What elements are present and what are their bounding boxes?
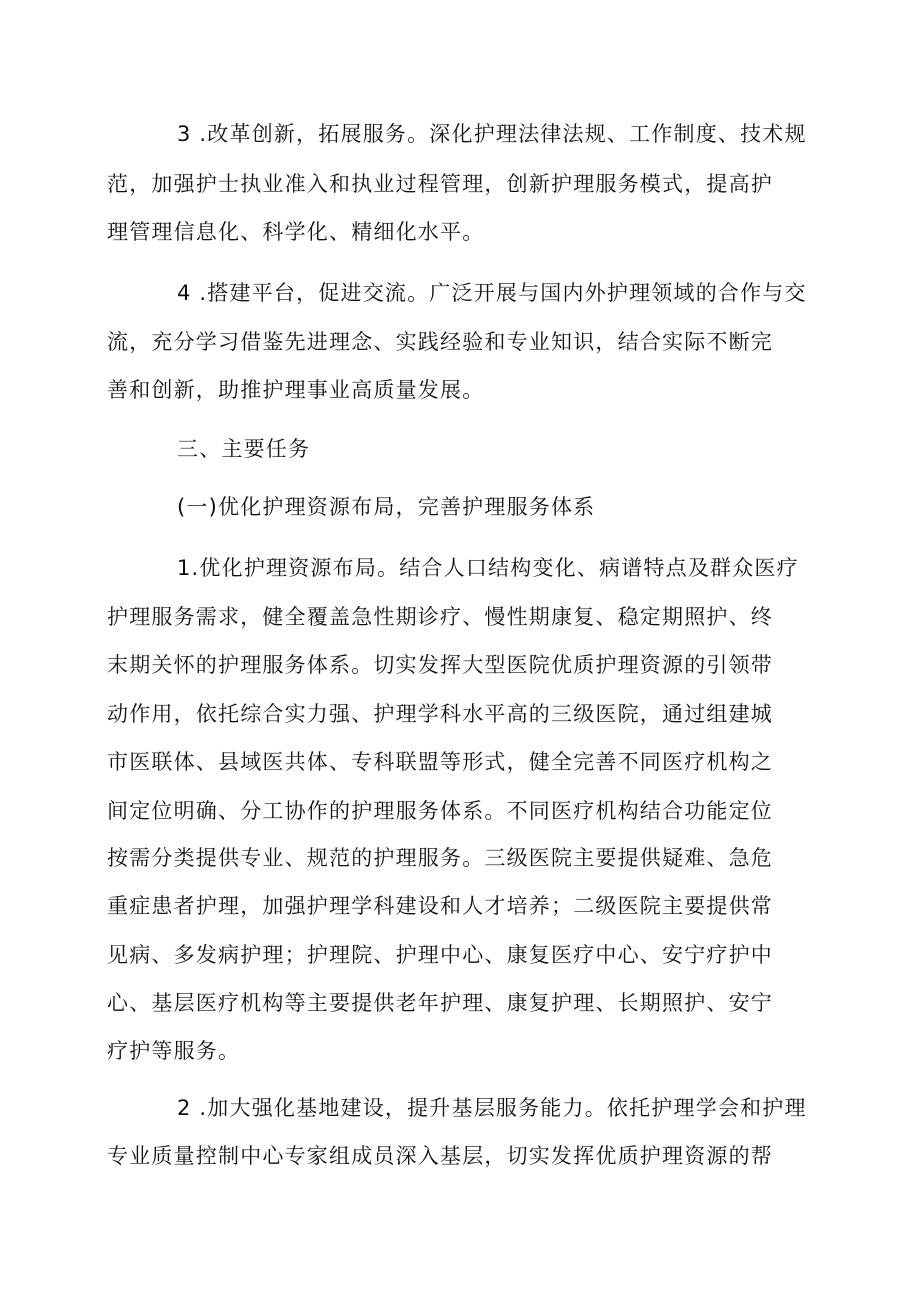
text-line: 按需分类提供专业、规范的护理服务。三级医院主要提供疑难、急危 [107,846,773,870]
text-line: 范，加强护士执业准入和执业过程管理，创新护理服务模式，提高护 [107,172,773,196]
text-line: 流，充分学习借鉴先进理念、实践经验和专业知识，结合实际不断完 [107,330,773,354]
subsection-heading: (一)优化护理资源布局，完善护理服务体系 [177,495,596,519]
text-line: 末期关怀的护理服务体系。切实发挥大型医院优质护理资源的引领带 [107,653,773,677]
text-line: 重症患者护理，加强护理学科建设和人才培养；二级医院主要提供常 [107,894,773,918]
text-line: 2 .加大强化基地建设，提升基层服务能力。依托护理学会和护理 [177,1096,807,1120]
text-line: 1.优化护理资源布局。结合人口结构变化、病谱特点及群众医疗 [177,556,799,580]
text-line: 疗护等服务。 [107,1039,241,1063]
text-line: 动作用，依托综合实力强、护理学科水平高的三级医院，通过组建城 [107,702,773,726]
section-heading: 三、主要任务 [177,437,311,461]
text-line: 市医联体、县域医共体、专科联盟等形式，健全完善不同医疗机构之 [107,750,773,774]
text-line: 护理服务需求，健全覆盖急性期诊疗、慢性期康复、稳定期照护、终 [107,605,773,629]
text-line: 见病、多发病护理；护理院、护理中心、康复医疗中心、安宁疗护中 [107,943,773,967]
text-line: 善和创新，助推护理事业高质量发展。 [107,378,485,402]
text-line: 3 .改革创新，拓展服务。深化护理法律法规、工作制度、技术规 [177,122,807,146]
text-line: 专业质量控制中心专家组成员深入基层，切实发挥优质护理资源的帮 [107,1144,773,1168]
text-line: 心、基层医疗机构等主要提供老年护理、康复护理、长期照护、安宁 [107,991,773,1015]
text-line: 间定位明确、分工协作的护理服务体系。不同医疗机构结合功能定位 [107,799,773,823]
text-line: 理管理信息化、科学化、精细化水平。 [107,220,485,244]
text-line: 4 .搭建平台，促进交流。广泛开展与国内外护理领域的合作与交 [177,281,807,305]
